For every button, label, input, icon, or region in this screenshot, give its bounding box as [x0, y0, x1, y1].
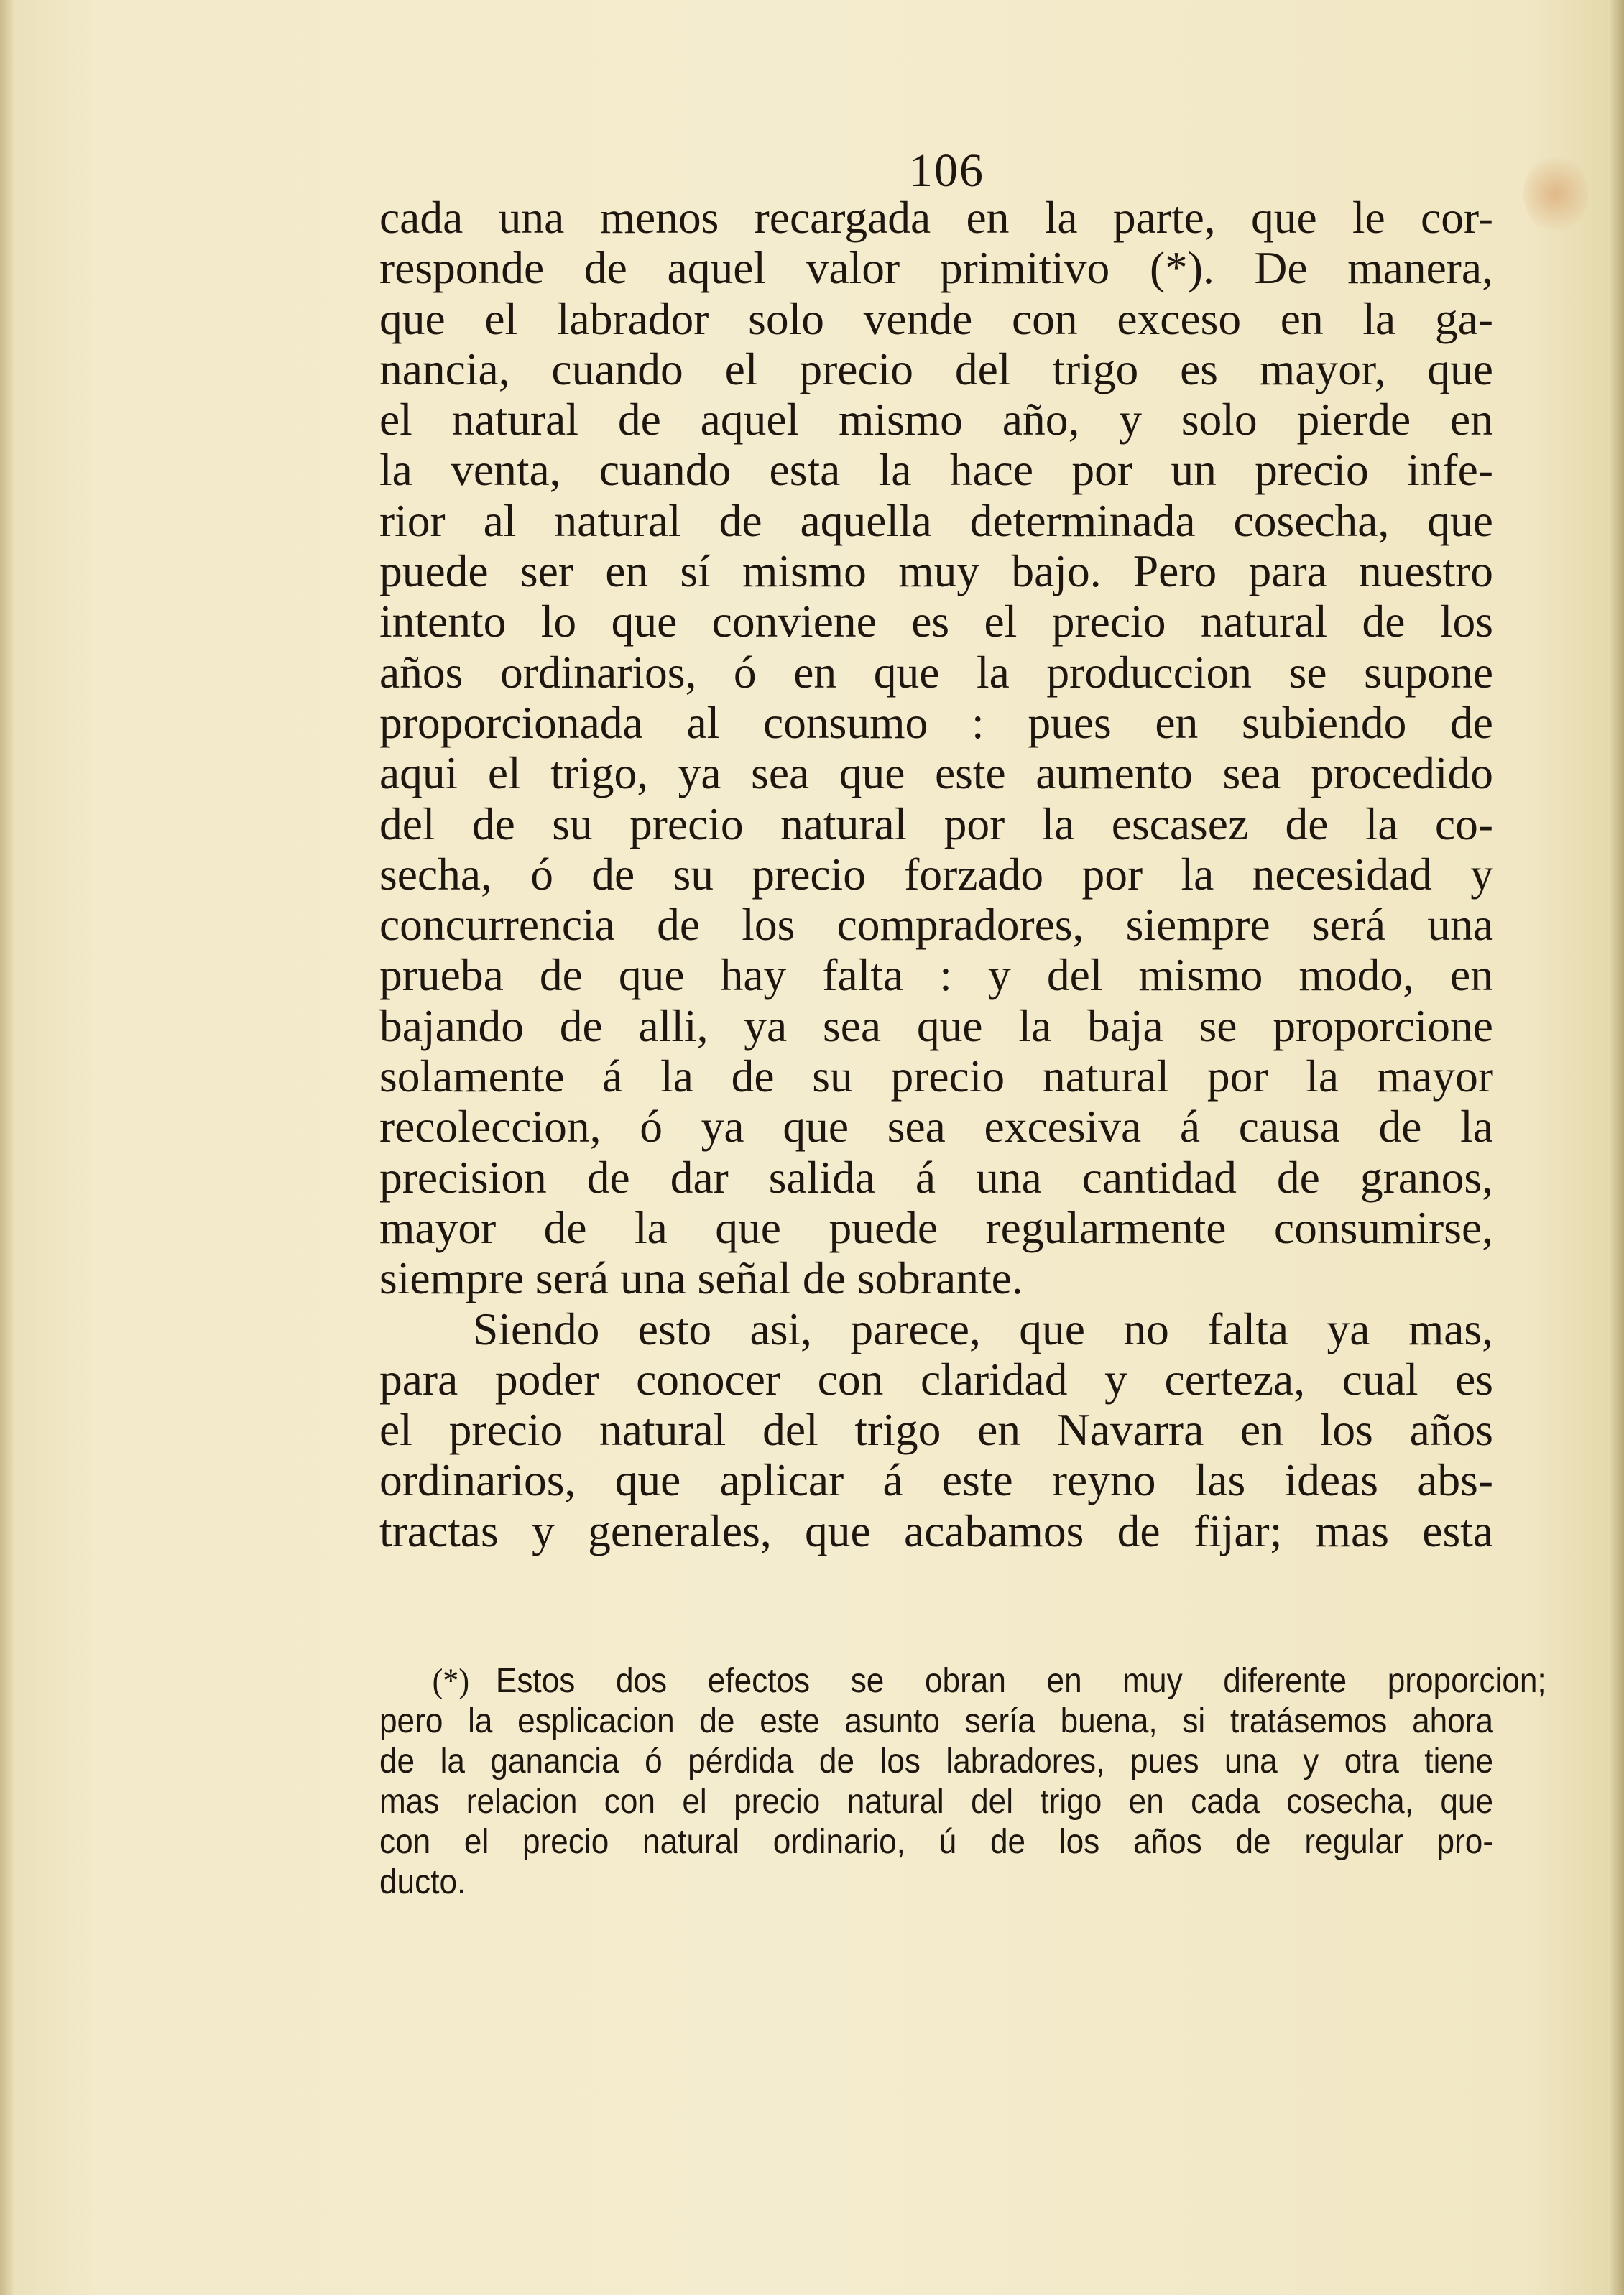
footnote-line: pero la esplicacion de este asunto sería buena, si tratásemos ahora	[379, 1702, 1494, 1740]
text-line: solamente á la de su precio natural por la mayor	[379, 1050, 1493, 1102]
footnote-line: mas relacion con el precio natural del trigo en cada cosecha, que	[379, 1783, 1494, 1821]
text-line: recoleccion, ó ya que sea excesiva á causa de la	[379, 1101, 1493, 1153]
text-line: bajando de alli, ya sea que la baja se proporcione	[379, 999, 1493, 1051]
footnote-marker: (*)	[432, 1662, 470, 1700]
text-line: tractas y generales, que acabamos de fijar; mas esta	[379, 1505, 1493, 1556]
text-line: años ordinarios, ó en que la produccion se supone	[379, 646, 1493, 698]
text-line: intento lo que conviene es el precio natural de los	[379, 596, 1493, 647]
text-line: precision de dar salida á una cantidad de granos,	[379, 1151, 1493, 1203]
paragraph-start-line: Siendo esto asi, parece, que no falta ya mas,	[473, 1303, 1493, 1354]
footnote-line: ducto.	[379, 1863, 466, 1901]
text-line: nancia, cuando el precio del trigo es mayor, que	[379, 343, 1493, 394]
paper-stain	[1523, 154, 1588, 234]
page-number: 106	[909, 144, 984, 197]
footnote-line: con el precio natural ordinario, ú de los años de regular pro-	[379, 1823, 1494, 1861]
text-line: del de su precio natural por la escasez de la co-	[379, 798, 1493, 849]
text-line: siempre será una señal de sobrante.	[379, 1252, 1023, 1304]
text-line: mayor de la que puede regularmente consumirse,	[379, 1201, 1493, 1253]
page-right-edge	[1608, 0, 1624, 2295]
footnote-text: Estos dos efectos se obran en muy diferente proporcion;	[495, 1662, 1546, 1700]
text-line: responde de aquel valor primitivo (*). De manera,	[379, 242, 1493, 294]
footnote	[379, 1661, 1546, 1903]
text-line: que el labrador solo vende con exceso en la ga-	[379, 292, 1493, 344]
text-line: concurrencia de los compradores, siempre será una	[379, 899, 1493, 951]
text-line: ordinarios, que aplicar á este reyno las ideas abs-	[379, 1454, 1493, 1506]
footnote-line: de la ganancia ó pérdida de los labradores, pues una y otra tiene	[379, 1742, 1494, 1781]
text-line: el precio natural del trigo en Navarra en los años	[379, 1404, 1493, 1456]
text-line: secha, ó de su precio forzado por la necesidad y	[379, 848, 1493, 900]
text-line: para poder conocer con claridad y certeza, cual es	[379, 1353, 1493, 1405]
text-line: aqui el trigo, ya sea que este aumento sea procedido	[379, 747, 1493, 799]
text-line: proporcionada al consumo : pues en subiendo de	[379, 696, 1493, 748]
text-line: cada una menos recargada en la parte, que le cor-	[379, 192, 1493, 243]
text-line: rior al natural de aquella determinada cosecha, que	[379, 494, 1493, 546]
text-line: la venta, cuando esta la hace por un precio infe-	[379, 444, 1493, 496]
text-line: puede ser en sí mismo muy bajo. Pero para nuestro	[379, 545, 1493, 597]
text-line: el natural de aquel mismo año, y solo pierde en	[379, 394, 1493, 445]
body-text	[379, 193, 1493, 1556]
page-left-edge	[0, 0, 13, 2295]
text-line: prueba de que hay falta : y del mismo modo, en	[379, 949, 1493, 1001]
footnote-line	[379, 1661, 1546, 1701]
